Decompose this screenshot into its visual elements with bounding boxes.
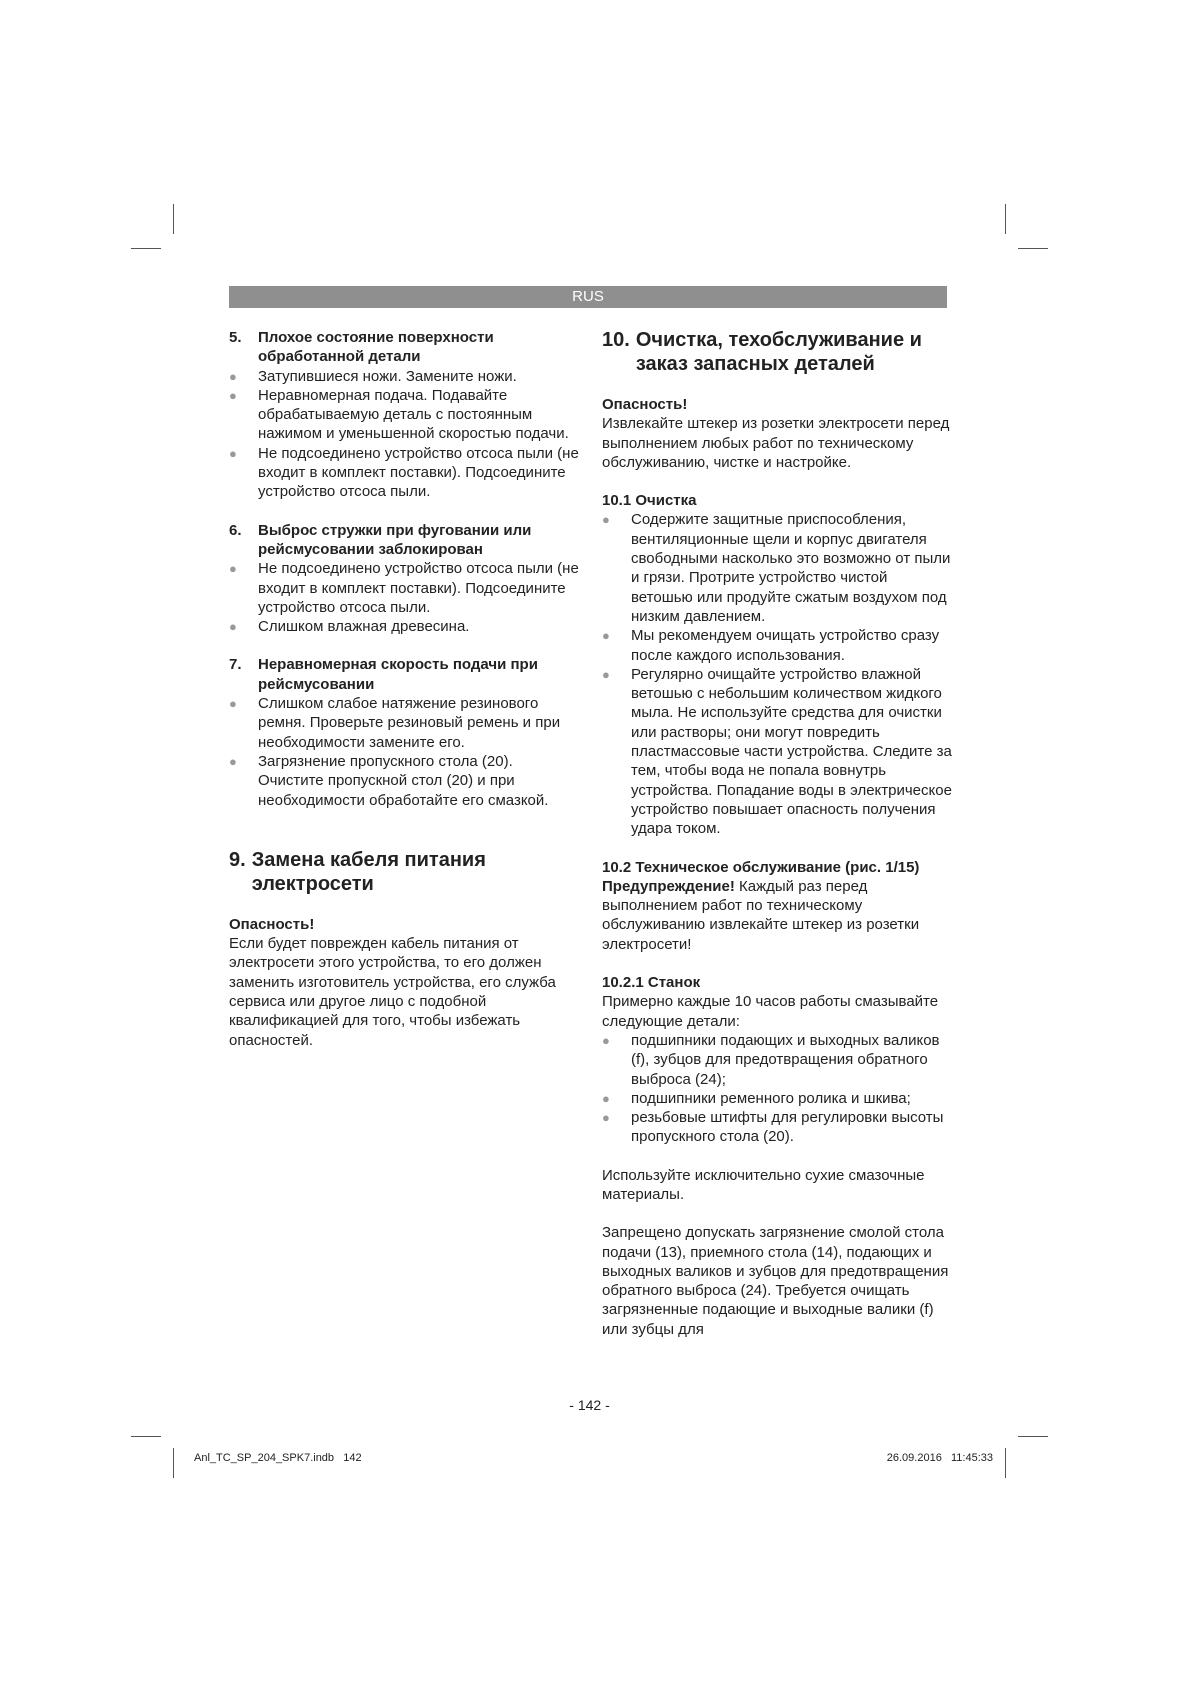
list-item: ● резьбовые штифты для регулировки высоты пропускного стола (20). <box>602 1109 944 1146</box>
list-item: ● подшипники подающих и выходных валиков (f), зубцов для предотвращения обратного выброса (24); <box>602 1031 940 1088</box>
list-item: ● Затупившиеся ножи. Замените ножи. <box>229 367 517 385</box>
warning-label: Предупреждение! <box>602 877 735 895</box>
crop-mark <box>1018 1436 1048 1437</box>
crop-mark <box>131 248 161 249</box>
subsection-10-2-heading: 10.2 Техническое обслуживание (рис. 1/15) <box>602 858 920 876</box>
danger-label: Опасность! <box>229 915 315 933</box>
paragraph: Примерно каждые 10 часов работы смазывайте следующие детали: <box>602 993 939 1030</box>
crop-mark <box>173 204 174 234</box>
subsection-10-2-1-heading: 10.2.1 Станок <box>602 974 701 992</box>
section-9-heading: 9. Замена кабеля питания электросети <box>229 848 486 895</box>
file-slug: Anl_TC_SP_204_SPK7.indb 142 <box>194 1452 362 1464</box>
list-item: ● Неравномерная подача. Подавайте обрабатываемую деталь с постоянным нажимом и уменьшенной скоростью подачи. <box>229 386 569 443</box>
page-number: - 142 - <box>569 1397 610 1413</box>
paragraph: Запрещено допускать загрязнение смолой стола подачи (13), приемного стола (14), подающих и выходных валиков и зубцов для предотвращения обратного выброса (24). Требуется очищать загрязненные подающие и выходные валики (f) или зубцы для <box>602 1224 949 1338</box>
list-item: ● Регулярно очищайте устройство влажной ветошью с небольшим количеством жидкого мыла. Не используйте средства для очистки или растворы; они могут повредить пластмассовые части устройства. Следите за тем, чтобы вода не попала вовнутрь устройства. Попадание воды в электрическое устройство повышает опасность получения удара током. <box>602 665 952 838</box>
crop-mark <box>131 1436 161 1437</box>
section-7-heading: 7. Неравномерная скорость подачи при рейсмусовании <box>229 656 538 693</box>
list-item: ● Мы рекомендуем очищать устройство сразу после каждого использования. <box>602 627 940 664</box>
date-slug: 26.09.2016 11:45:33 <box>886 1452 993 1464</box>
danger-label: Опасность! <box>602 396 688 413</box>
paragraph: Предупреждение! Каждый раз перед выполнением работ по техническому обслуживанию извлекайте штекер из розетки электросети! <box>602 877 920 953</box>
paragraph: Извлекайте штекер из розетки электросети перед выполнением любых работ по техническому обслуживанию, чистке и настройке. <box>602 415 950 471</box>
left-column <box>229 328 579 1050</box>
list-item: ● Не подсоединено устройство отсоса пыли (не входит в комплект поставки). Подсоедините устройство отсоса пыли. <box>229 560 579 616</box>
crop-mark <box>1018 248 1048 249</box>
list-item: ● Содержите защитные приспособления, вентиляционные щели и корпус двигателя свободными насколько это возможно от пыли и грязи. Протрите устройство чистой ветошью или продуйте сжатым воздухом под низким давлением. <box>602 511 951 625</box>
section-6-heading: 6. Выброс стружки при фуговании или рейсмусовании заблокирован <box>229 521 532 558</box>
section-10-heading: 10. Очистка, техобслуживание и заказ запасных деталей <box>602 329 922 375</box>
crop-mark <box>1005 1448 1006 1478</box>
list-item: ● Слишком влажная древесина. <box>229 618 470 636</box>
list-item: ● Загрязнение пропускного стола (20). Очистите пропускной стол (20) и при необходимости обработайте его смазкой. <box>229 752 549 809</box>
paragraph: Если будет поврежден кабель питания от электросети этого устройства, то его должен заменить изготовитель устройства, его служба сервиса или другое лицо с подобной квалификацией для того, чтобы избежать опасностей. <box>229 935 556 1049</box>
paragraph: Используйте исключительно сухие смазочные материалы. <box>602 1166 925 1203</box>
section-5-heading: 5. Плохое состояние поверхности обработанной детали <box>229 329 494 366</box>
list-item: ● подшипники ременного ролика и шкива; <box>602 1089 911 1107</box>
list-item: ● Не подсоединено устройство отсоса пыли (не входит в комплект поставки). Подсоедините устройство отсоса пыли. <box>229 444 579 501</box>
subsection-10-1-heading: 10.1 Очистка <box>602 492 697 510</box>
crop-mark <box>1005 204 1006 234</box>
crop-mark <box>173 1448 174 1478</box>
list-item: ● Слишком слабое натяжение резинового ремня. Проверьте резиновый ремень и при необходимости замените его. <box>229 695 561 751</box>
right-column <box>602 328 952 1339</box>
language-header: RUS <box>229 286 947 308</box>
